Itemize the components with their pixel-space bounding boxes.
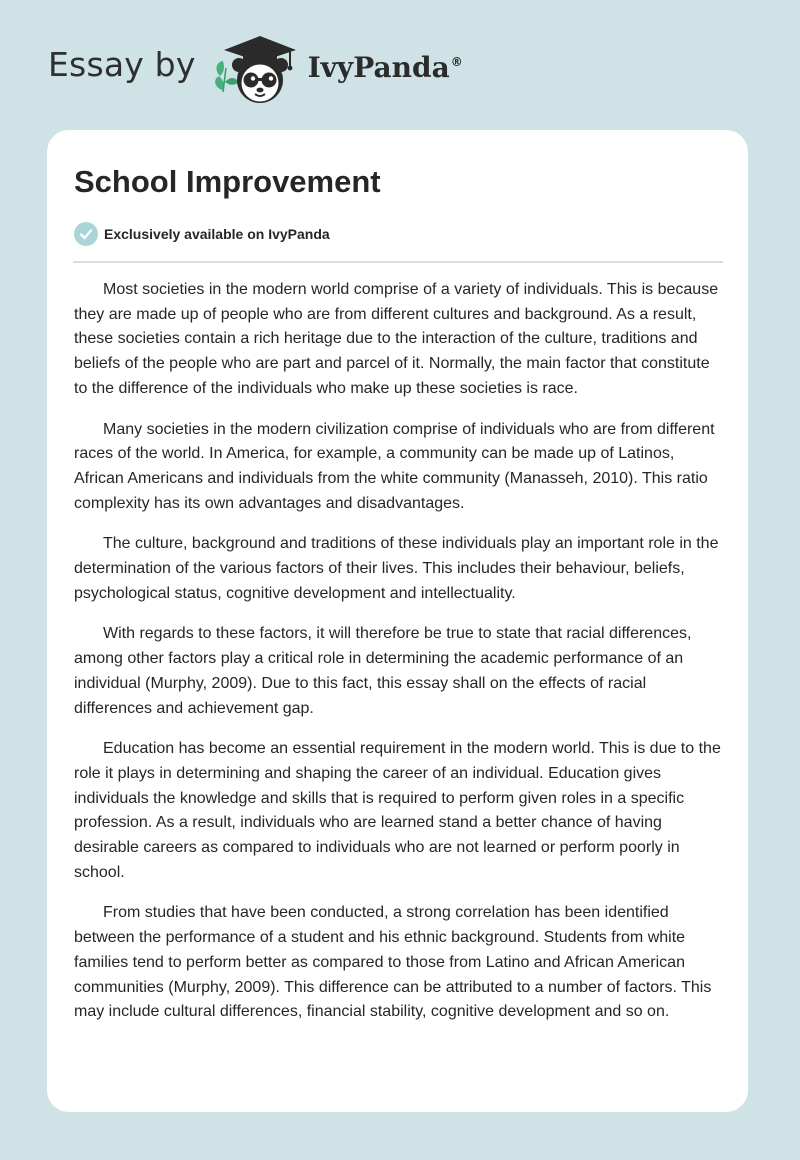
essay-paragraph: Many societies in the modern civilization comprise of individuals who are from different races of the world. In America, for example, a community can be made up of Latinos, African Americans and individuals from the white community (Manasseh, 2010). This ratio complexity has its own advantages and disadvantages. [74, 420, 715, 512]
brand-prefix: Essay by [48, 44, 196, 84]
divider [73, 261, 723, 263]
essay-paragraph: From studies that have been conducted, a strong correlation has been identified between the performance of a student and his ethnic background. Students from white families tend to perform better as compared to those from Latino and African American communities (Murphy, 2009). This difference can be attributed to a number of factors. This may include cultural differences, financial stability, cognitive development and so on. [74, 904, 712, 1021]
page-title: School Improvement [74, 164, 381, 199]
brand-name-text: IvyPanda [307, 50, 450, 84]
exclusive-badge [74, 222, 330, 246]
essay-body [74, 278, 724, 1041]
essay-paragraph: Education has become an essential requirement in the modern world. This is due to the role it plays in determining and shaping the career of an individual. Education gives individuals the knowledge and skills that is required to perform given roles in a specific profession. As a result, individuals who are learned stand a better chance of having desirable careers as compared to individuals who are not learned or perform poorly in school. [74, 740, 721, 881]
brand-header [48, 30, 463, 110]
panda-graduate-icon [210, 30, 302, 110]
essay-paragraph: Most societies in the modern world comprise of a variety of individuals. This is because they are made up of people who are from different cultures and background. As a result, these societies contain a rich heritage due to the interaction of the culture, traditions and beliefs of the people who are part and parcel of it. Normally, the main factor that constitute to the difference of the individuals who make up these societies is race. [74, 281, 719, 397]
exclusive-badge-text: Exclusively available on IvyPanda [104, 226, 330, 242]
essay-paragraph: The culture, background and traditions of these individuals play an important role in the determination of the various factors of their lives. This includes their behaviour, beliefs, psychological status, cognitive development and intellectuality. [74, 535, 719, 602]
registered-mark: ® [450, 55, 463, 70]
brand-name [308, 51, 463, 84]
essay-paragraph: With regards to these factors, it will therefore be true to state that racial differences, among other factors play a critical role in determining the academic performance of an individual (Murphy, 2009). Due to this fact, this essay shall on the effects of racial differences and achievement gap. [74, 625, 692, 717]
essay-card [47, 130, 748, 1112]
check-circle-icon [74, 222, 98, 246]
